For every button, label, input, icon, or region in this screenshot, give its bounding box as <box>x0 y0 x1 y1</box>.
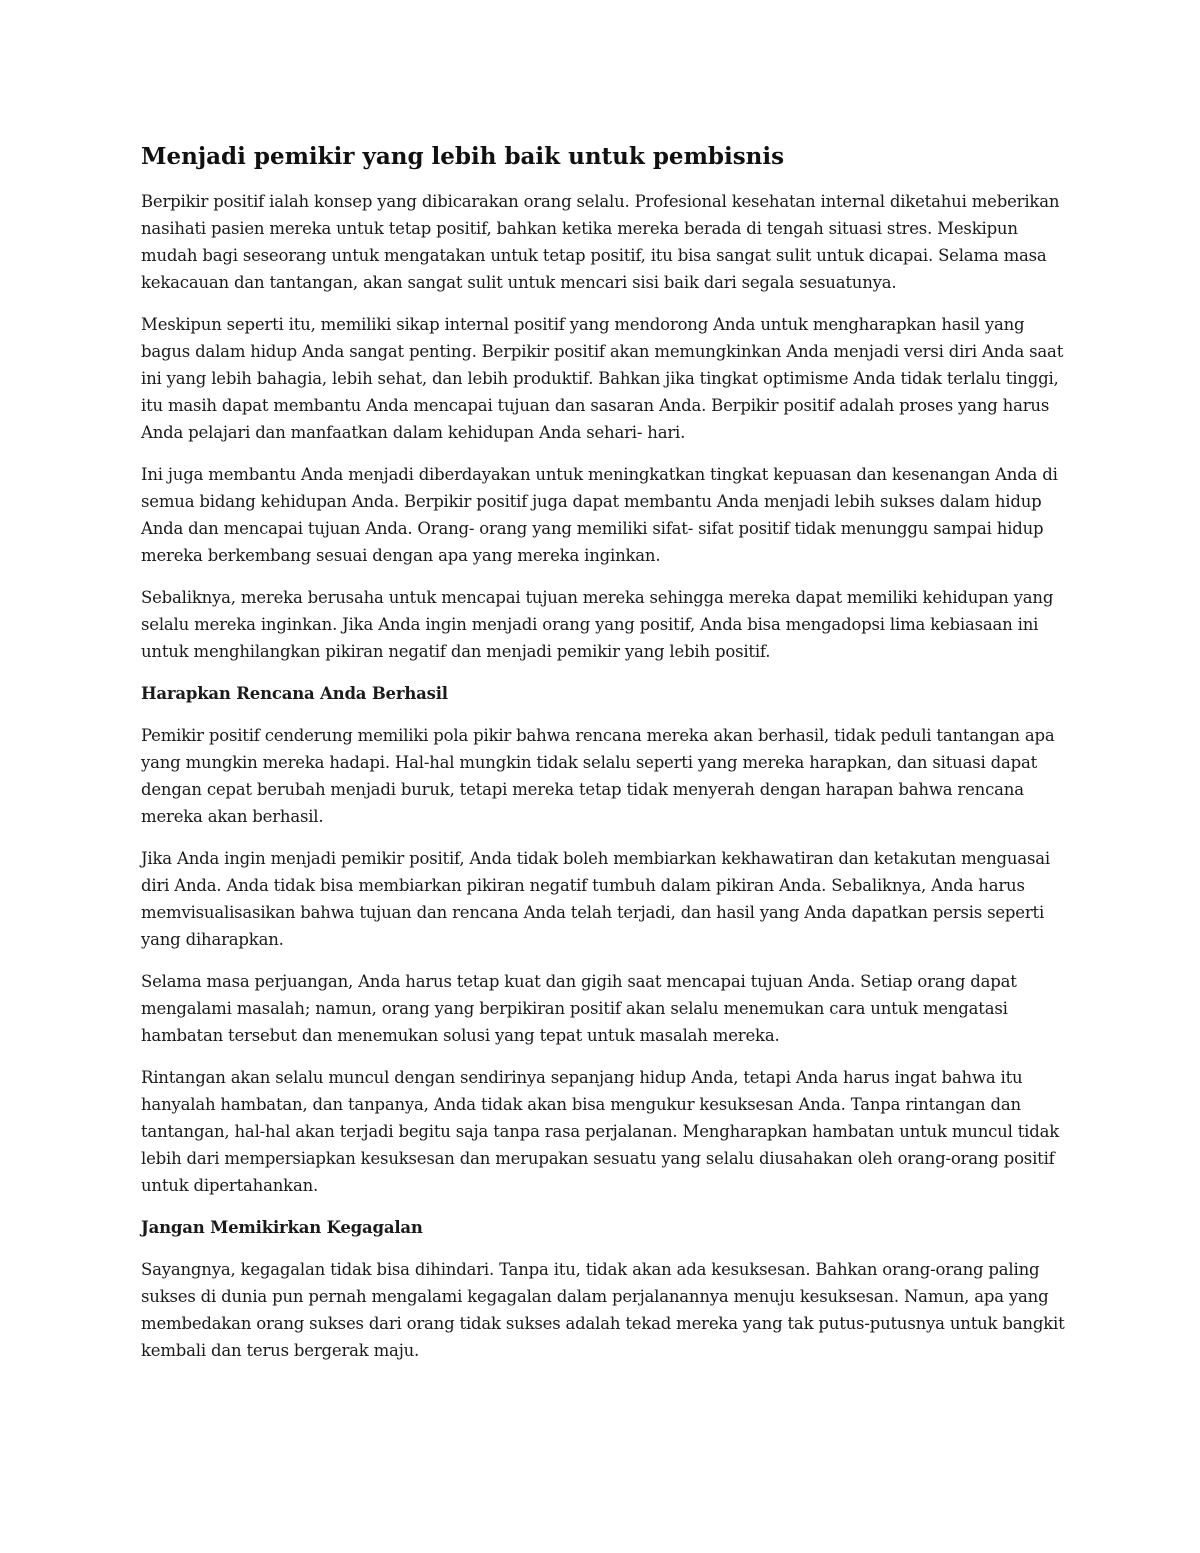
paragraph: Pemikir positif cenderung memiliki pola pikir bahwa rencana mereka akan berhasil, tidak peduli tantangan apa yang mungkin mereka hadapi. Hal-hal mungkin tidak selalu seperti yang mereka harapkan, dan situasi dapat dengan cepat berubah menjadi buruk, tetapi mereka tetap tidak menyerah dengan harapan bahwa rencana mereka akan berhasil. <box>141 726 1055 826</box>
document-page <box>141 140 1071 1379</box>
paragraph: Selama masa perjuangan, Anda harus tetap kuat dan gigih saat mencapai tujuan Anda. Setiap orang dapat mengalami masalah; namun, orang yang berpikiran positif akan selalu menemukan cara untuk mengatasi hambatan tersebut dan menemukan solusi yang tepat untuk masalah mereka. <box>141 972 1017 1045</box>
paragraph: Meskipun seperti itu, memiliki sikap internal positif yang mendorong Anda untuk mengharapkan hasil yang bagus dalam hidup Anda sangat penting. Berpikir positif akan memungkinkan Anda menjadi versi diri Anda saat ini yang lebih bahagia, lebih sehat, dan lebih produktif. Bahkan jika tingkat optimisme Anda tidak terlalu tinggi, itu masih dapat membantu Anda mencapai tujuan dan sasaran Anda. Berpikir positif adalah proses yang harus Anda pelajari dan manfaatkan dalam kehidupan Anda sehari- hari. <box>141 315 1064 442</box>
section-heading: Jangan Memikirkan Kegagalan <box>141 1218 423 1237</box>
paragraph: Jika Anda ingin menjadi pemikir positif, Anda tidak boleh membiarkan kekhawatiran dan ketakutan menguasai diri Anda. Anda tidak bisa membiarkan pikiran negatif tumbuh dalam pikiran Anda. Sebaliknya, Anda harus memvisualisasikan bahwa tujuan dan rencana Anda telah terjadi, dan hasil yang Anda dapatkan persis seperti yang diharapkan. <box>141 849 1050 949</box>
page-title: Menjadi pemikir yang lebih baik untuk pembisnis <box>141 143 785 170</box>
paragraph: Sayangnya, kegagalan tidak bisa dihindari. Tanpa itu, tidak akan ada kesuksesan. Bahkan orang-orang paling sukses di dunia pun pernah mengalami kegagalan dalam perjalanannya menuju kesuksesan. Namun, apa yang membedakan orang sukses dari orang tidak sukses adalah tekad mereka yang tak putus-putusnya untuk bangkit kembali dan terus bergerak maju. <box>141 1260 1065 1360</box>
paragraph: Berpikir positif ialah konsep yang dibicarakan orang selalu. Profesional kesehatan internal diketahui meberikan nasihati pasien mereka untuk tetap positif, bahkan ketika mereka berada di tengah situasi stres. Meskipun mudah bagi seseorang untuk mengatakan untuk tetap positif, itu bisa sangat sulit untuk dicapai. Selama masa kekacauan dan tantangan, akan sangat sulit untuk mencari sisi baik dari segala sesuatunya. <box>141 192 1060 292</box>
paragraph: Rintangan akan selalu muncul dengan sendirinya sepanjang hidup Anda, tetapi Anda harus ingat bahwa itu hanyalah hambatan, dan tanpanya, Anda tidak akan bisa mengukur kesuksesan Anda. Tanpa rintangan dan tantangan, hal-hal akan terjadi begitu saja tanpa rasa perjalanan. Mengharapkan hambatan untuk muncul tidak lebih dari mempersiapkan kesuksesan dan merupakan sesuatu yang selalu diusahakan oleh orang-orang positif untuk dipertahankan. <box>141 1068 1060 1195</box>
paragraph: Ini juga membantu Anda menjadi diberdayakan untuk meningkatkan tingkat kepuasan dan kesenangan Anda di semua bidang kehidupan Anda. Berpikir positif juga dapat membantu Anda menjadi lebih sukses dalam hidup Anda dan mencapai tujuan Anda. Orang- orang yang memiliki sifat- sifat positif tidak menunggu sampai hidup mereka berkembang sesuai dengan apa yang mereka inginkan. <box>141 465 1058 565</box>
paragraph: Sebaliknya, mereka berusaha untuk mencapai tujuan mereka sehingga mereka dapat memiliki kehidupan yang selalu mereka inginkan. Jika Anda ingin menjadi orang yang positif, Anda bisa mengadopsi lima kebiasaan ini untuk menghilangkan pikiran negatif dan menjadi pemikir yang lebih positif. <box>141 588 1054 661</box>
section-heading: Harapkan Rencana Anda Berhasil <box>141 684 448 703</box>
